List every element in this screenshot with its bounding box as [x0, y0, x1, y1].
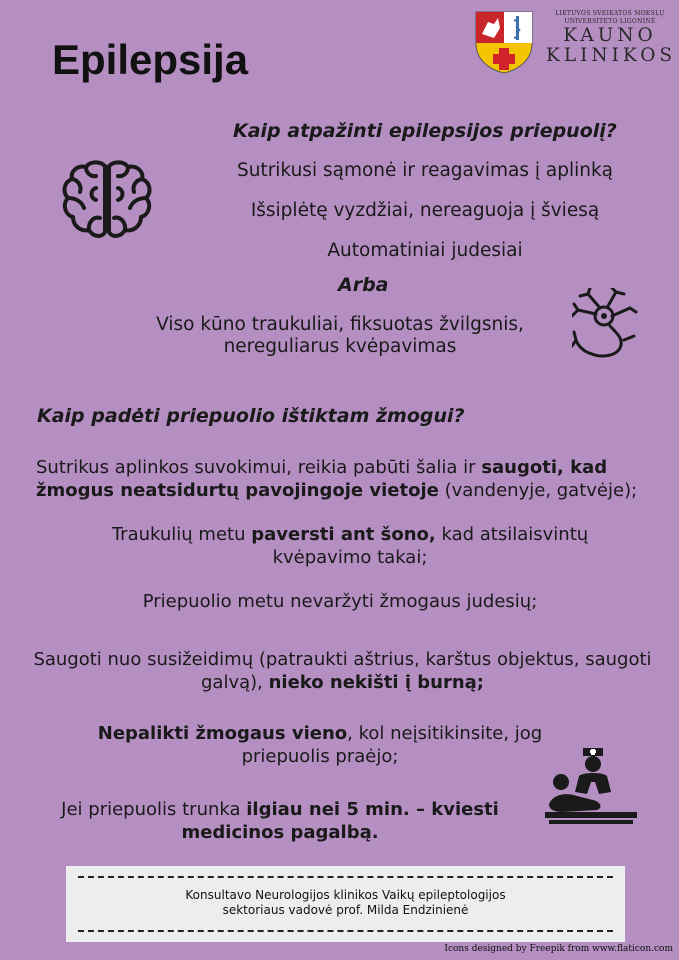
logo-kauno: KAUNO: [563, 25, 657, 46]
symptom-4-line-2: nereguliarus kvėpavimas: [223, 336, 457, 357]
logo-text: [546, 10, 677, 66]
divider-bottom: [78, 930, 613, 932]
recognize-heading: Kaip atpažinti epilepsijos priepuolį?: [233, 120, 617, 142]
help-heading: Kaip padėti priepuolio ištiktam žmogui?: [37, 405, 465, 427]
page-title: Epilepsija: [52, 36, 249, 83]
brain-icon: [60, 158, 154, 242]
neuron-icon: [572, 288, 638, 364]
shield-logo-icon: [474, 10, 534, 74]
instruction-2-text-a: Traukulių metu: [111, 524, 252, 545]
instruction-2-bold: paversti ant šono,: [251, 524, 436, 545]
or-label: Arba: [338, 274, 389, 296]
symptom-2: Išsiplėtę vyzdžiai, nereaguoja į šviesą: [250, 200, 600, 221]
instruction-4: [30, 648, 655, 694]
instruction-1-bold: saugoti, kad žmogus neatsidurtų pavojingoje vietoje: [36, 457, 608, 501]
instruction-3-text: Priepuolio metu nevaržyti žmogaus judesių;: [142, 591, 538, 612]
logo-org-line-1: LIETUVOS SVEIKATOS MOKSLŲ: [555, 10, 665, 17]
instruction-4-text: Saugoti nuo susižeidimų (patraukti aštrius, karštus objektus, saugoti galvą),: [33, 649, 652, 693]
instruction-1-text-a: Sutrikus aplinkos suvokimui, reikia pabūti šalia ir: [36, 457, 482, 478]
consultant-line-1: Konsultavo Neurologijos klinikos Vaikų epileptologijos: [185, 888, 506, 902]
logo-org-line-2: UNIVERSITETO LIGONINĖ: [564, 18, 656, 25]
symptom-4-line-1: Viso kūno traukuliai, fiksuotas žvilgsnis,: [156, 314, 524, 335]
hospital-logo: [474, 10, 677, 74]
divider-top: [78, 876, 613, 878]
consultant-line-2: sektoriaus vadovė prof. Milda Endzinienė: [222, 903, 469, 917]
instruction-4-bold: nieko nekišti į burną;: [268, 672, 484, 693]
instruction-6: [40, 798, 520, 844]
logo-klinikos: KLINIKOS: [546, 45, 677, 66]
icon-credit: Icons designed by Freepik from www.flaticon.com: [444, 944, 673, 954]
instruction-1: [36, 456, 646, 502]
medic-care-icon: [543, 746, 639, 830]
instruction-5-bold: Nepalikti žmogaus vieno: [97, 723, 348, 744]
instruction-5: [70, 722, 570, 768]
symptom-1: Sutrikusi sąmonė ir reagavimas į aplinką: [236, 160, 614, 181]
instruction-6-bold: ilgiau nei 5 min. – kviesti medicinos pagalbą.: [181, 799, 499, 843]
instruction-1-text-b: (vandenyje, gatvėje);: [438, 480, 638, 501]
instruction-6-text: Jei priepuolis trunka: [61, 799, 247, 820]
instruction-3: [60, 590, 620, 613]
instruction-2: [90, 523, 610, 569]
symptom-3: Automatiniai judesiai: [327, 240, 523, 261]
consultant-box: [66, 866, 625, 942]
instruction-2-text-b: kad atsilaisvintų kvėpavimo takai;: [272, 524, 589, 568]
consultant-text: [66, 888, 625, 918]
instruction-5-text: , kol neįsitikinsite, jog priepuolis praėjo;: [241, 723, 543, 767]
